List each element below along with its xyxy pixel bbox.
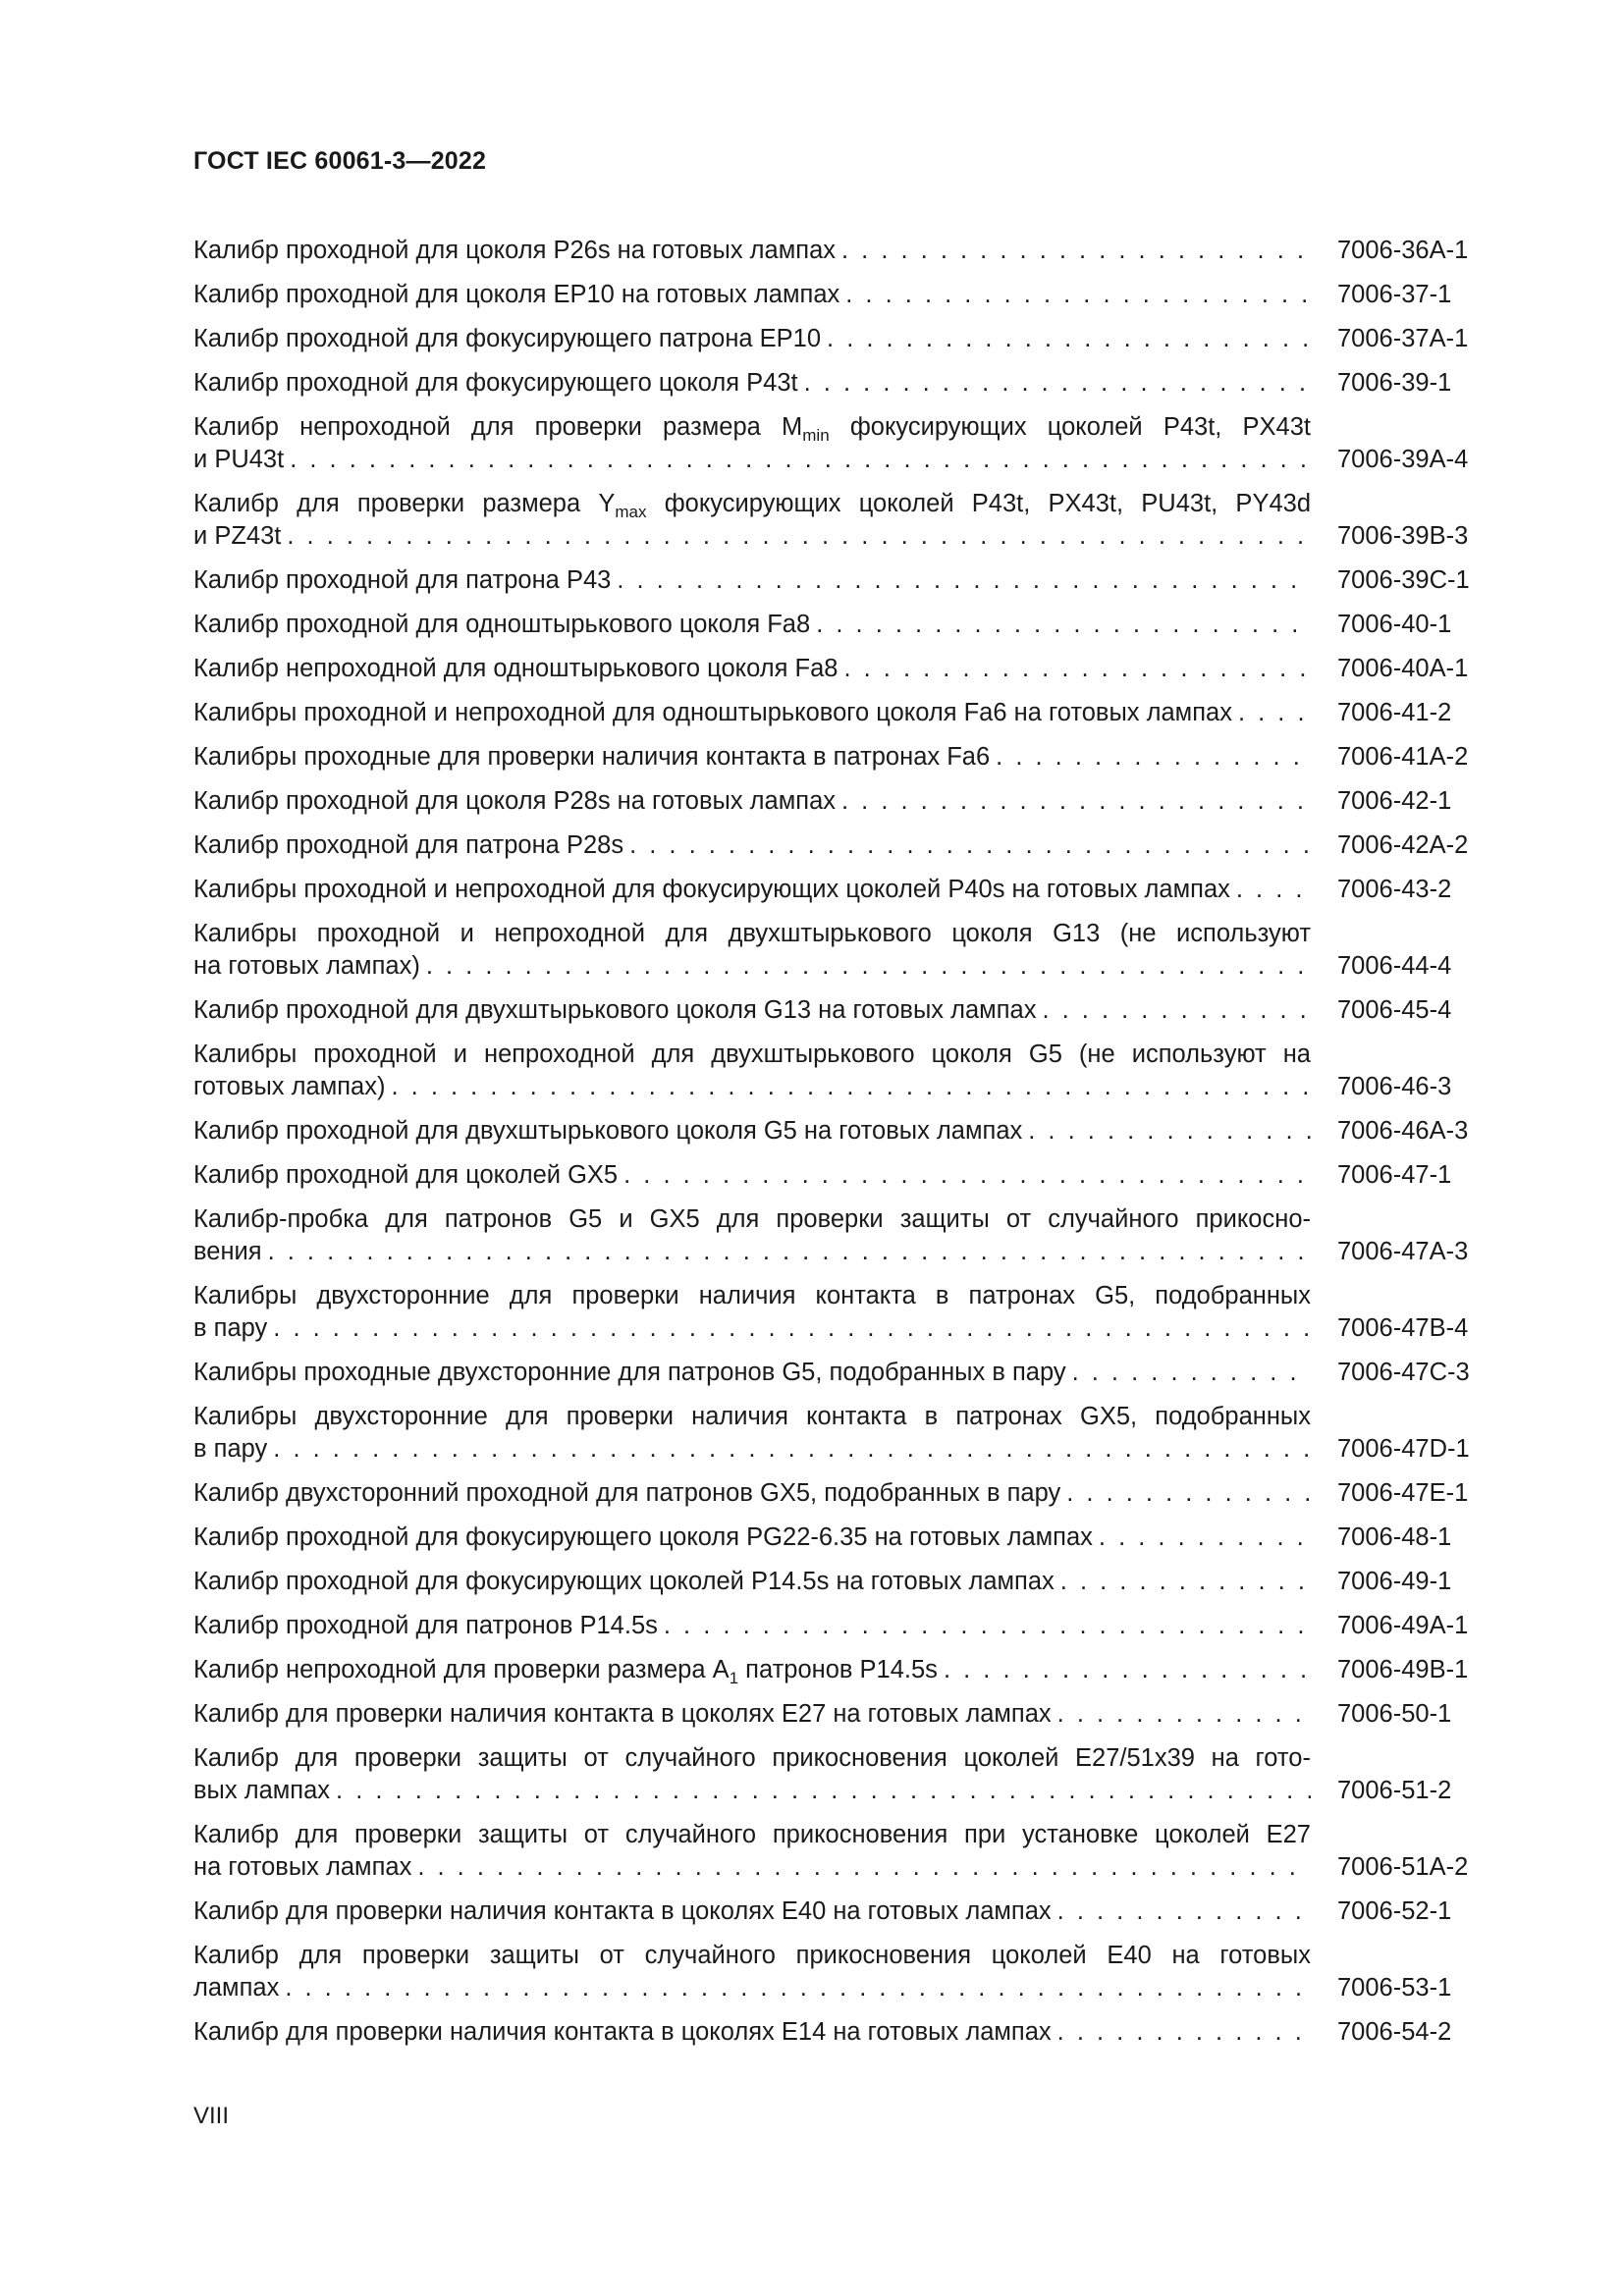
- toc-entry: [193, 1819, 1480, 1896]
- toc-entry-title: [193, 1280, 1311, 1345]
- figure-number: 7006-39A-4: [1337, 446, 1469, 473]
- toc-entry-line: [193, 741, 1311, 774]
- toc-entry-line-2: [193, 1312, 1311, 1345]
- toc-entry: [193, 367, 1480, 411]
- toc-entry: [193, 1654, 1480, 1698]
- toc-entry-title: [193, 411, 1311, 476]
- toc-entry-line-2: [193, 520, 1311, 553]
- figure-number: 7006-51-2: [1337, 1777, 1452, 1804]
- figure-number: 7006-42A-2: [1337, 831, 1469, 859]
- dot-leader: [1066, 1477, 1311, 1510]
- figure-number: 7006-47E-1: [1337, 1479, 1469, 1507]
- toc-entry: [193, 488, 1480, 564]
- toc-entry-title: [193, 1115, 1311, 1148]
- toc-entry-line: [193, 1654, 1311, 1686]
- toc-entry-text: фокусирующих цоколей P43t, PX43t, PU43t, PY43d: [646, 490, 1311, 517]
- toc-entry: [193, 279, 1480, 323]
- figure-number: 7006-45-4: [1337, 996, 1452, 1024]
- toc-entry-title: [193, 1357, 1311, 1389]
- dot-leader: [843, 653, 1311, 685]
- toc-entry-line-1: Калибр для проверки защиты от случайного прикосновения цоколей E40 на готовых: [193, 1942, 1311, 1969]
- toc-entry-text: Калибр для проверки наличия контакта в цоколях E40 на готовых лампах: [193, 1897, 1052, 1925]
- toc-entry-title: [193, 697, 1311, 729]
- figure-number: 7006-48-1: [1337, 1523, 1452, 1551]
- page-number: VIII: [193, 2103, 230, 2129]
- toc-entry-line-1: Калибр-пробка для патронов G5 и GX5 для проверки защиты от случайного прикосно-: [193, 1205, 1311, 1233]
- dot-leader: [841, 785, 1311, 818]
- toc-entry: [193, 1610, 1480, 1654]
- dot-leader: [944, 1654, 1311, 1686]
- figure-number: 7006-47A-3: [1337, 1238, 1469, 1265]
- toc-entry-title: [193, 1698, 1311, 1731]
- dot-leader: [617, 564, 1311, 597]
- toc-entry-title: [193, 994, 1311, 1027]
- figure-number: 7006-37A-1: [1337, 325, 1469, 352]
- toc-entry: [193, 609, 1480, 653]
- dot-leader: [1238, 697, 1311, 729]
- toc-entry-line: [193, 367, 1311, 400]
- subscript: 1: [729, 1669, 739, 1687]
- dot-leader: [841, 235, 1311, 267]
- dot-leader: [1236, 874, 1311, 906]
- toc-entry-line-1: Калибры двухсторонние для проверки наличия контакта в патронах GX5, подобранных: [193, 1403, 1311, 1430]
- toc-entry: [193, 653, 1480, 697]
- toc-entry: [193, 1357, 1480, 1401]
- toc-entry: [193, 564, 1480, 609]
- toc-entry: [193, 1159, 1480, 1203]
- dot-leader: [1057, 1896, 1311, 1928]
- toc-entry-line-2: [193, 1236, 1311, 1268]
- toc-entry: [193, 1115, 1480, 1159]
- dot-leader: [290, 444, 1311, 476]
- toc-entry: [193, 1896, 1480, 1940]
- toc-entry-title: [193, 2016, 1311, 2049]
- figure-number: 7006-42-1: [1337, 787, 1452, 815]
- dot-leader: [623, 1159, 1311, 1192]
- toc-entry: [193, 829, 1480, 874]
- figure-number: 7006-49-1: [1337, 1568, 1452, 1595]
- toc-entry-line: [193, 1357, 1311, 1389]
- toc-entry-text: готовых лампах): [193, 1073, 386, 1100]
- toc-entry-title: [193, 1401, 1311, 1466]
- toc-entry-line: [193, 829, 1311, 862]
- toc-entry-text: Калибр проходной для патрона P43: [193, 566, 612, 594]
- toc-entry-line-2: [193, 444, 1311, 476]
- toc-entry-text: вения: [193, 1238, 262, 1265]
- toc-entry-text: Калибр проходной для фокусирующих цоколей P14.5s на готовых лампах: [193, 1568, 1055, 1595]
- dot-leader: [664, 1610, 1311, 1642]
- dot-leader: [426, 950, 1311, 983]
- toc-entry: [193, 697, 1480, 741]
- toc-entry: [193, 2016, 1480, 2060]
- toc-entry-text: Калибр проходной для двухштырькового цоколя G5 на готовых лампах: [193, 1117, 1023, 1145]
- toc-entry-title: [193, 235, 1311, 267]
- toc-entry-line-1: Калибры проходной и непроходной для двухштырькового цоколя G13 (не используют: [193, 920, 1311, 947]
- dot-leader: [996, 741, 1311, 774]
- figure-number: 7006-39C-1: [1337, 566, 1470, 594]
- toc-entry-text: Калибр проходной для цоколя P26s на готовых лампах: [193, 237, 836, 264]
- toc-entry-line: [193, 1896, 1311, 1928]
- toc-entry-title: [193, 785, 1311, 818]
- toc-entry: [193, 1698, 1480, 1742]
- toc-entry-text: Калибр проходной для фокусирующего цоколя P43t: [193, 369, 798, 397]
- toc-entry-title: [193, 1819, 1311, 1884]
- toc-entry-text: на готовых лампах: [193, 1853, 412, 1881]
- toc-entry-title: [193, 653, 1311, 685]
- dot-leader: [273, 1433, 1311, 1466]
- toc-entry: [193, 1940, 1480, 2016]
- toc-entry-text: Калибр проходной для патрона P28s: [193, 831, 624, 859]
- toc-entry: [193, 785, 1480, 829]
- toc-entry-line: [193, 785, 1311, 818]
- toc-entry-line-2: [193, 1071, 1311, 1103]
- toc-entry-title: [193, 564, 1311, 597]
- toc-entry: [193, 1401, 1480, 1477]
- toc-entry-title: [193, 279, 1311, 311]
- toc-entry-text: Калибры проходные двухсторонние для патронов G5, подобранных в пару: [193, 1359, 1066, 1386]
- toc-entry-text: Калибры проходной и непроходной для одноштырькового цоколя Fa6 на готовых лампах: [193, 699, 1232, 726]
- toc-entry-line: [193, 994, 1311, 1027]
- toc-entry-text: Калибры проходной и непроходной для фокусирующих цоколей P40s на готовых лампах: [193, 876, 1230, 903]
- toc-entry-line-1: [193, 488, 1311, 520]
- toc-entry-title: [193, 874, 1311, 906]
- toc-entry-line: [193, 1698, 1311, 1731]
- dot-leader: [417, 1851, 1311, 1884]
- subscript: min: [802, 426, 830, 444]
- dot-leader: [287, 520, 1311, 553]
- toc-entry-line-2: [193, 950, 1311, 983]
- toc-entry-title: [193, 918, 1311, 983]
- toc-entry-text: Калибр проходной для фокусирующего патрона EP10: [193, 325, 822, 352]
- figure-number: 7006-37-1: [1337, 281, 1452, 308]
- dot-leader: [1099, 1522, 1311, 1554]
- figure-number: 7006-54-2: [1337, 2018, 1452, 2046]
- toc-entry: [193, 1203, 1480, 1280]
- toc-entry-text: Калибр проходной для цоколей GX5: [193, 1161, 619, 1189]
- toc-entry-line-2: [193, 1433, 1311, 1466]
- toc-entry-title: [193, 1159, 1311, 1192]
- toc-entry-text: [193, 1654, 938, 1686]
- dot-leader: [273, 1312, 1311, 1345]
- toc-entry: [193, 994, 1480, 1039]
- dot-leader: [1072, 1357, 1311, 1389]
- dot-leader: [827, 323, 1311, 355]
- toc-entry-line-1: Калибры проходной и непроходной для двухштырькового цоколя G5 (не используют на: [193, 1041, 1311, 1068]
- table-of-contents: [193, 235, 1480, 2060]
- toc-entry-title: [193, 1039, 1311, 1103]
- toc-entry-line: [193, 609, 1311, 641]
- toc-entry-line: [193, 279, 1311, 311]
- figure-number: 7006-40-1: [1337, 611, 1452, 638]
- figure-number: 7006-53-1: [1337, 1974, 1452, 2002]
- toc-entry-title: [193, 1896, 1311, 1928]
- toc-entry-text: Калибр для проверки размера Y: [193, 490, 616, 517]
- figure-number: 7006-46A-3: [1337, 1117, 1469, 1145]
- toc-entry-title: [193, 1522, 1311, 1554]
- figure-number: 7006-41A-2: [1337, 743, 1469, 771]
- toc-entry: [193, 1477, 1480, 1522]
- toc-entry-line: [193, 697, 1311, 729]
- toc-entry: [193, 1522, 1480, 1566]
- toc-entry-line: [193, 1522, 1311, 1554]
- toc-entry-text: лампах: [193, 1974, 280, 2002]
- toc-entry-line-2: [193, 1851, 1311, 1884]
- figure-number: 7006-39-1: [1337, 369, 1452, 397]
- toc-entry-line-1: Калибры двухсторонние для проверки наличия контакта в патронах G5, подобранных: [193, 1282, 1311, 1309]
- toc-entry-line: [193, 564, 1311, 597]
- toc-entry-text: Калибр для проверки наличия контакта в цоколях E27 на готовых лампах: [193, 1700, 1052, 1728]
- toc-entry-text: Калибр непроходной для проверки размера A: [193, 1656, 730, 1683]
- toc-entry-text: Калибр проходной для патронов P14.5s: [193, 1612, 658, 1639]
- toc-entry-title: [193, 609, 1311, 641]
- toc-entry-text: вых лампах: [193, 1777, 331, 1804]
- figure-number: 7006-49A-1: [1337, 1612, 1469, 1639]
- dot-leader: [1060, 1566, 1311, 1598]
- toc-entry-text: в пару: [193, 1435, 268, 1463]
- toc-entry-text: Калибр проходной для цоколя EP10 на готовых лампах: [193, 281, 840, 308]
- toc-entry-title: [193, 1654, 1311, 1686]
- toc-entry: [193, 1566, 1480, 1610]
- toc-entry: [193, 741, 1480, 785]
- toc-entry-title: [193, 488, 1311, 553]
- toc-entry-line: [193, 874, 1311, 906]
- toc-entry-text: Калибр непроходной для одноштырькового цоколя Fa8: [193, 655, 839, 682]
- figure-number: 7006-44-4: [1337, 952, 1452, 980]
- toc-entry-text: Калибр проходной для двухштырькового цоколя G13 на готовых лампах: [193, 996, 1037, 1024]
- toc-entry-line: [193, 1159, 1311, 1192]
- toc-entry-text: на готовых лампах): [193, 952, 420, 980]
- figure-number: 7006-47-1: [1337, 1161, 1452, 1189]
- toc-entry: [193, 918, 1480, 994]
- dot-leader: [845, 279, 1311, 311]
- toc-entry-title: [193, 1477, 1311, 1510]
- toc-entry-text: Калибры проходные для проверки наличия контакта в патронах Fa6: [193, 743, 991, 771]
- figure-number: 7006-36A-1: [1337, 237, 1469, 264]
- toc-entry-line-2: [193, 1775, 1311, 1807]
- toc-entry-text: в пару: [193, 1314, 268, 1342]
- figure-number: 7006-47D-1: [1337, 1435, 1470, 1463]
- toc-entry: [193, 874, 1480, 918]
- dot-leader: [268, 1236, 1311, 1268]
- figure-number: 7006-40A-1: [1337, 655, 1469, 682]
- dot-leader: [1057, 1698, 1311, 1731]
- dot-leader: [629, 829, 1311, 862]
- toc-entry-line: [193, 2016, 1311, 2049]
- toc-entry-line: [193, 323, 1311, 355]
- toc-entry-line-1: Калибр для проверки защиты от случайного прикосновения при установке цоколей E27: [193, 1821, 1311, 1848]
- toc-entry-line: [193, 1566, 1311, 1598]
- figure-number: 7006-51A-2: [1337, 1853, 1469, 1881]
- figure-number: 7006-50-1: [1337, 1700, 1452, 1728]
- toc-entry-line: [193, 235, 1311, 267]
- dot-leader: [1057, 2016, 1311, 2049]
- toc-entry-title: [193, 1203, 1311, 1268]
- toc-entry-line-2: [193, 1972, 1311, 2004]
- toc-entry-line: [193, 653, 1311, 685]
- dot-leader: [285, 1972, 1311, 2004]
- toc-entry-text: и PZ43t: [193, 522, 282, 550]
- toc-entry-title: [193, 1610, 1311, 1642]
- toc-entry-text: фокусирующих цоколей P43t, PX43t: [829, 413, 1311, 441]
- subscript: max: [615, 503, 647, 520]
- toc-entry-line: [193, 1115, 1311, 1148]
- dot-leader: [804, 367, 1311, 400]
- figure-number: 7006-47B-4: [1337, 1314, 1469, 1342]
- toc-entry: [193, 411, 1480, 488]
- figure-number: 7006-49B-1: [1337, 1656, 1469, 1683]
- toc-entry: [193, 323, 1480, 367]
- dot-leader: [816, 609, 1311, 641]
- toc-entry-title: [193, 1742, 1311, 1807]
- toc-entry-line-1: [193, 411, 1311, 444]
- toc-entry-title: [193, 1566, 1311, 1598]
- figure-number: 7006-52-1: [1337, 1897, 1452, 1925]
- toc-entry-title: [193, 741, 1311, 774]
- figure-number: 7006-43-2: [1337, 876, 1452, 903]
- toc-entry-text: Калибр проходной для одноштырькового цоколя Fa8: [193, 611, 811, 638]
- figure-number: 7006-46-3: [1337, 1073, 1452, 1100]
- toc-entry-title: [193, 1940, 1311, 2004]
- toc-entry-line-1: Калибр для проверки защиты от случайного прикосновения цоколей E27/51x39 на гото-: [193, 1744, 1311, 1772]
- figure-number: 7006-41-2: [1337, 699, 1452, 726]
- toc-entry: [193, 1039, 1480, 1115]
- toc-entry-title: [193, 829, 1311, 862]
- dot-leader: [1028, 1115, 1311, 1148]
- toc-entry: [193, 235, 1480, 279]
- toc-entry-text: Калибр непроходной для проверки размера M: [193, 413, 803, 441]
- toc-entry-text: патронов P14.5s: [738, 1656, 938, 1683]
- toc-entry: [193, 1742, 1480, 1819]
- toc-entry-text: Калибр проходной для фокусирующего цоколя PG22-6.35 на готовых лампах: [193, 1523, 1093, 1551]
- toc-entry-text: Калибр проходной для цоколя P28s на готовых лампах: [193, 787, 836, 815]
- toc-entry: [193, 1280, 1480, 1357]
- document-header: ГОСТ IEC 60061-3—2022: [193, 147, 487, 175]
- toc-entry-title: [193, 323, 1311, 355]
- dot-leader: [1042, 994, 1311, 1027]
- toc-entry-text: Калибр для проверки наличия контакта в цоколях E14 на готовых лампах: [193, 2018, 1052, 2046]
- toc-entry-text: и PU43t: [193, 446, 285, 473]
- figure-number: 7006-39B-3: [1337, 522, 1469, 550]
- toc-entry-text: Калибр двухсторонний проходной для патронов GX5, подобранных в пару: [193, 1479, 1061, 1507]
- dot-leader: [336, 1775, 1311, 1807]
- figure-number: 7006-47C-3: [1337, 1359, 1470, 1386]
- toc-entry-title: [193, 367, 1311, 400]
- toc-entry-line: [193, 1477, 1311, 1510]
- toc-entry-line: [193, 1610, 1311, 1642]
- dot-leader: [391, 1071, 1311, 1103]
